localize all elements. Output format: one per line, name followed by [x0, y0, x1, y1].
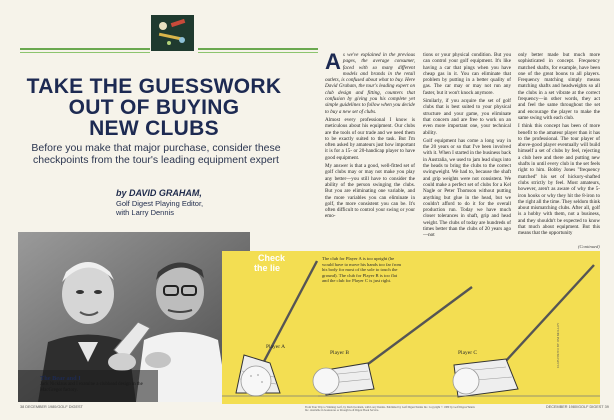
- body-paragraph: I think this concept has been of more benefit to the amateur player than it has to the professional. The tour player of above-good player eventually will build himself a set of clubs by feel, rejecting a club here and there and putting new shafts in until every club in the set feels right to him. Bobby Jones "frequency matched" his set of hickory-shafted clubs strictly by feel. Most amateurs, however, aren't as aware of why the 5-iron hooks or why they hit the 8-iron to the right all the time. They seldom think about mismatching clubs. After all, golf is a hobby with them, not a business, and they shouldn't be expected to know that much about equipment. But this means that the opportunity: [518, 123, 600, 237]
- body-column-1: [325, 52, 415, 248]
- photo-caption-title: The Bear and I: [40, 375, 81, 382]
- body-column-2: [423, 52, 511, 248]
- lie-angle-illustration: [222, 251, 600, 404]
- figure-heading-line: the lie: [254, 263, 281, 273]
- golf-ball-icon: [159, 22, 167, 30]
- golf-ball-icon: [453, 368, 479, 394]
- side-photo-credit: CLUB PHOTO BY JIM MOLLOY: [556, 322, 560, 368]
- title-line: OUT OF BUYING: [68, 96, 240, 119]
- byline: [116, 189, 296, 218]
- figure-heading-line: Check: [258, 253, 286, 263]
- article-subtitle: Before you make that major purchase, consider these checkpoints from the tour's leading equipment expert: [31, 142, 281, 166]
- body-paragraph: tions or your physical condition. But you can control your golf equipment. It's like having a car that pings when you have cheap gas in it. You can eliminate that problem by putting in a better quality of gas. The car may or may not run any faster, but it won't knock anymore.: [423, 52, 511, 96]
- byline-name: by DAVID GRAHAM,: [116, 188, 202, 198]
- body-paragraph: My answer is that a good, well-fitted set of golf clubs may or may not make you play any better—you still have to consider the ability of the person swinging the clubs. But you are eliminating one variable, and the more variables you can eliminate in golf, the more consistent you can be. It's often difficult to control your swing or your emo-: [325, 163, 415, 220]
- player-a-label: Player A: [266, 344, 286, 350]
- body-paragraph: Almost every professional I know is meticulous about his equipment. Our clubs are the tools of our trade and we need them to be exactly suited to the task. But I'm often asked by amateurs just how important it is for a 15- or 20-handicap player to have good equipment.: [325, 116, 415, 161]
- continued-label: (Continued): [578, 244, 600, 249]
- photo-caption: [40, 376, 150, 393]
- player-b-label: Player B: [330, 350, 350, 356]
- body-column-3: [518, 52, 600, 242]
- player-c-label: Player C: [458, 350, 478, 356]
- byline-role: Golf Digest Playing Editor,: [116, 198, 204, 208]
- drop-cap: A: [325, 52, 341, 74]
- body-paragraph: Golf equipment has come a long way in the 20 years or so that I've been involved with it. When I started in the business back in Australia, we used to jam lead slugs into the heads to bring the clubs to the correct swingweight. We had to, because the shaft and grip weights were not consistent. We could make a perfect set of clubs for a Kel Nagle or Peter Thomson without putting anything but glue in the head, but we couldn't afford to do it for the overall production run. Today we have much closer tolerances in shaft, grip and head weight. The clubs of today are hundreds of times better than the clubs of 20 years ago—not: [423, 137, 511, 239]
- article-title: [20, 76, 288, 139]
- body-paragraph: s we've explained in the previous pages, the average consumer, faced with so many different models and brands in the retail outlets, is confused about what to buy. Here David Graham, the tour's leading expert on club design and fitting, counters that confusion by giving you his complete yet simple guidelines to follow when you decide to buy a new set of clubs.: [325, 52, 415, 115]
- lie-angle-figure: [222, 251, 600, 404]
- figure-heading: [254, 253, 285, 273]
- book-credit: From Your Way to Winning Golf, by David Graham, with Larry Dennis. Published by Golf Digest/Tennis Inc. Copyright © 1980 by Golf Digest/Tennis Inc. Available in bookstores or through Golf Digest Book Service.: [305, 406, 475, 413]
- folio-left: 38 DECEMBER 1980/GOLF DIGEST: [20, 405, 83, 409]
- body-paragraph: Similarly, if you acquire the set of golf clubs that is best suited to your physical structure and your game, you eliminate that concern and are free to work on an even more important one, your technical ability.: [423, 98, 511, 136]
- byline-with: with Larry Dennis: [116, 208, 174, 217]
- title-line: NEW CLUBS: [89, 117, 219, 140]
- header-rule-right-2: [198, 52, 318, 53]
- golf-ball-icon: [241, 366, 271, 396]
- header-rule-right: [198, 48, 318, 50]
- magazine-logo-image: [151, 15, 194, 51]
- title-line: TAKE THE GUESSWORK: [26, 75, 282, 98]
- photo-caption-text: Jack Nicklaus and I examine a clubhead design in the MacGregor factory.: [40, 381, 143, 393]
- header-rule-left: [20, 48, 150, 50]
- golf-ball-icon: [313, 368, 339, 394]
- body-paragraph: only better made but much more sophisticated in concept. Frequency matched shafts, for example, have been one of the great boons to all players. Frequency matching simply means matching shafts and headweights so all the clubs in a set vibrate at the correct frequency—in other words, they act and feel the same throughout the set and encourage the player to make the same swing with each club.: [518, 52, 600, 121]
- folio-right: DECEMBER 1980/GOLF DIGEST 39: [546, 405, 609, 409]
- figure-caption: The club for Player A is too upright (he would have to move his hands too far from his body for most of the sole to touch the ground). The club for Player B is too flat and the club for Player C is just right.: [322, 256, 402, 284]
- header-rule-left-2: [20, 52, 150, 53]
